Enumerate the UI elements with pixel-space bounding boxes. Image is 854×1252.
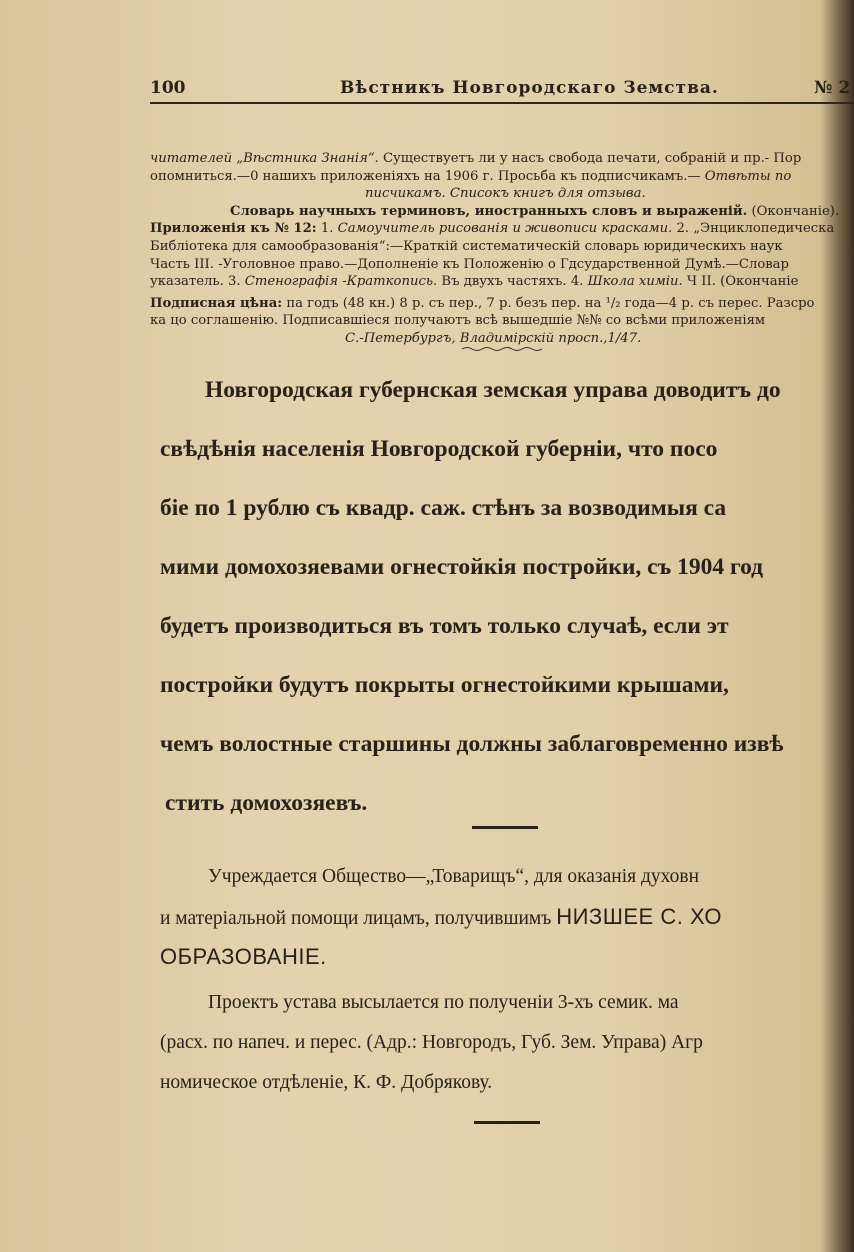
- announcement-line: мими домохозяевами огнестойкія постройки, съ 1904 год: [160, 554, 764, 580]
- society-announcement: Учреждается Общество—„Товарищъ“, для оказанія духовн и матеріальной помощи лицамъ, получившимъ НИЗШЕЕ С. ХО ОБРАЗОВАНІЕ. Проектъ устава высылается по полученіи 3-хъ семик. ма (расх. по напеч. и перес. (Адр.: Новгородъ, Губ. Зем. Управа) Агр номическое отдѣленіе, К. Ф. Добрякову.: [160, 866, 723, 1093]
- announcement-line: свѣдѣнія населенія Новгородской губерніи, что посо: [160, 436, 718, 462]
- section-rule: [472, 826, 538, 829]
- subscription-notice: читателей „Вѣстника Знанія“. Существуетъ ли у насъ свобода печати, собраній и пр.- Пор опомниться.—0 нашихъ приложеніяхъ на 1906 г. Просьба къ подписчикамъ.— Отвѣты по писчикамъ. Списокъ книгъ для отзыва. Словарь научныхъ терминовъ, иностранныхъ словъ и выраженій. (Окончаніе). Приложенія къ № 12: 1. Самоучитель рисованія и живописи красками. 2. „Энциклопедическа Библіотека для самообразованія“:—Краткій систематическій словарь юридическихъ наук Часть III. -Уголовное право.—Дополненіе къ Положенію о Гдсударственной Думѣ.—Словар указатель. 3. Стенографія -Краткопись. Въ двухъ частяхъ. 4. Школа химіи. Ч II. (Окончаніе Подписная цѣна: па годъ (48 кн.) 8 р. съ пер., 7 р. безъ пер. на ¹/₂ года—4 р. съ перес. Разсро ка цо соглашенію. Подписавшіеся получаютъ всѣ вышедшіе №№ со всѣми приложеніям С.-Петербургъ, Владимірскій просп.,1/47.: [150, 151, 840, 346]
- page-number: 100: [150, 78, 186, 98]
- journal-title: Вѣстникъ Новгородскаго Земства.: [340, 78, 719, 98]
- section-rule: [474, 1121, 540, 1124]
- issue-number: № 2: [814, 78, 851, 98]
- zemstvo-announcement: [160, 361, 854, 833]
- ornament-divider: [462, 346, 542, 352]
- announcement-line: чемъ волостные старшины должны заблаговременно извѣ: [160, 731, 784, 757]
- running-header: [150, 78, 854, 104]
- announcement-line: Новгородская губернская земская управа доводитъ до: [205, 377, 781, 403]
- announcement-line: постройки будутъ покрыты огнестойкими крышами,: [160, 672, 729, 698]
- announcement-line: будетъ производиться въ томъ только случаѣ, если эт: [160, 613, 729, 639]
- announcement-line: біе по 1 рублю съ квадр. саж. стѣнъ за возводимыя са: [160, 495, 727, 521]
- announcement-line: стить домохозяевъ.: [165, 790, 368, 816]
